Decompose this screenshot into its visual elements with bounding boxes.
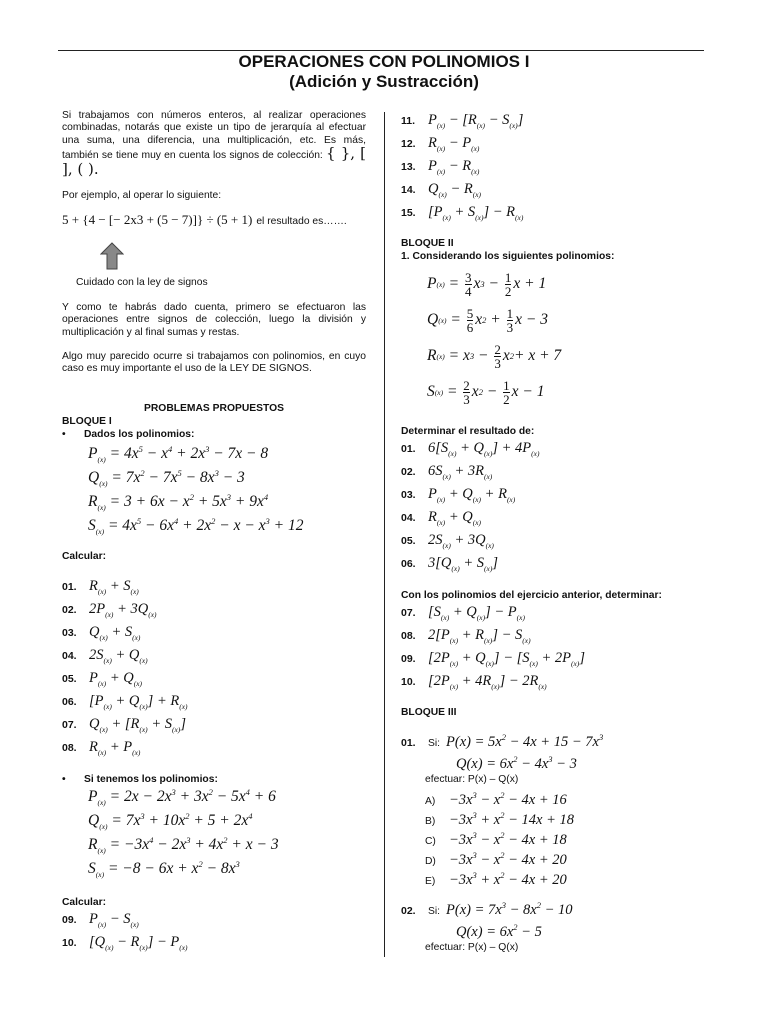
left-column xyxy=(62,110,366,952)
poly-S1: $S_{(x)} = 4x^5 - 6x^4 + 2x^2 - x - x^3 + 12$ xyxy=(88,516,304,537)
poly-Q3: Q (x) = $\frac{5}{6}$ x 2 + $\frac{1}{3}$ x − 3 xyxy=(427,305,548,335)
bullet-1-text: Dados los polinomios: xyxy=(84,429,195,440)
poly-S3: S (x) = $\frac{2}{3}$ x 2 − $\frac{1}{2}$ x − 1 xyxy=(427,377,545,407)
exercise-b2-10: 10. $[2P_{(x)} + 4R_{(x)}] - 2R_{(x)}$ xyxy=(401,673,547,691)
exercise-06: 06. $[P_{(x)} + Q_{(x)}] + R_{(x)}$ xyxy=(62,693,188,711)
exercise-b2-08: 08. $2[P_{(x)} + R_{(x)}] - S_{(x)}$ xyxy=(401,627,531,645)
exercise-number: 01. xyxy=(401,443,416,455)
column-divider xyxy=(384,112,385,957)
exercise-number: 07. xyxy=(62,719,77,731)
exercise-number: 01. xyxy=(62,581,77,593)
option-letter: B) xyxy=(425,815,436,827)
poly-P3: P (x) = $\frac{3}{4}$ x 3 − $\frac{1}{2}$ x + 1 xyxy=(427,269,547,299)
exercise-b2-03: 03. $P_{(x)} + Q_{(x)} + R_{(x)}$ xyxy=(401,486,516,504)
collection-signs: { }, [ ], ( ). xyxy=(62,144,366,178)
option-letter: A) xyxy=(425,795,436,807)
exercise-04: 04. $2S_{(x)} + Q_{(x)}$ xyxy=(62,647,148,665)
option-letter: C) xyxy=(425,835,436,847)
exercise-number: 06. xyxy=(401,558,416,570)
poly-Q2: $Q_{(x)} = 7x^3 + 10x^2 + 5 + 2x^4$ xyxy=(88,811,253,832)
exercise-number: 02. xyxy=(401,904,416,917)
exercises-1-8 xyxy=(62,578,188,762)
exercise-08: 08. $R_{(x)} + P_{(x)}$ xyxy=(62,739,141,757)
intro-paragraph-4: Algo muy parecido ocurre si trabajamos con polinomios, en cuyo caso es muy importante el uso de la LEY DE SIGNOS. xyxy=(62,351,366,375)
exercise-number: 05. xyxy=(401,535,416,547)
intro-paragraph-1 xyxy=(62,110,366,178)
exercise-10: 10. $[Q_{(x)} - R_{(x)}] - P_{(x)}$ xyxy=(62,934,188,952)
exercises-b2-1-6 xyxy=(401,440,539,578)
b3-02-q: $Q(x) = 6x^2 - 5$ xyxy=(456,922,542,940)
b3-01-option-e[interactable]: E) $-3x^3 + x^2 - 4x + 20$ xyxy=(425,870,567,888)
expression-result: el resultado es……. xyxy=(256,216,347,228)
bloque-1-bullet-1 xyxy=(62,429,194,441)
exercise-03: 03. $Q_{(x)} + S_{(x)}$ xyxy=(62,624,141,642)
up-arrow-icon xyxy=(100,242,124,270)
poly-P1: $P_{(x)} = 4x^5 - x^4 + 2x^3 - 7x - 8$ xyxy=(88,444,269,465)
exercise-12: 12. $R_{(x)} - P_{(x)}$ xyxy=(401,135,480,153)
exercise-number: 02. xyxy=(62,604,77,616)
exercise-02: 02. $2P_{(x)} + 3Q_{(x)}$ xyxy=(62,601,157,619)
exercise-b2-07: 07. $[S_{(x)} + Q_{(x)}] - P_{(x)}$ xyxy=(401,604,525,622)
b3-01-p: 01. Si: $P(x) = 5x^2 - 4x + 15 - 7x^3$ xyxy=(401,732,604,750)
bloque-3-problem-01 xyxy=(401,732,603,890)
exercise-number: 10. xyxy=(62,937,77,949)
page-title: OPERACIONES CON POLINOMIOS I xyxy=(238,52,530,71)
exercise-number: 03. xyxy=(401,489,416,501)
si-label: Si: xyxy=(428,737,441,749)
bloque-1-bullet-2 xyxy=(62,774,218,786)
exercise-15: 15. $[P_{(x)} + S_{(x)}] - R_{(x)}$ xyxy=(401,204,524,222)
exercise-number: 08. xyxy=(62,742,77,754)
intro-paragraph-2: Por ejemplo, al operar lo siguiente: xyxy=(62,190,222,202)
exercise-number: 09. xyxy=(401,653,416,665)
exercise-01: 01. $R_{(x)} + S_{(x)}$ xyxy=(62,578,139,596)
b3-01-option-c[interactable]: C) $-3x^3 - x^2 - 4x + 18$ xyxy=(425,830,567,848)
exercise-13: 13. $P_{(x)} - R_{(x)}$ xyxy=(401,158,480,176)
example-expression xyxy=(62,212,366,228)
polynomials-set-2 xyxy=(88,787,279,883)
calcular-label-2: Calcular: xyxy=(62,897,107,908)
exercise-number: 15. xyxy=(401,207,416,219)
bloque-2-label: BLOQUE II xyxy=(401,238,454,249)
b3-01-option-d[interactable]: D) $-3x^3 - x^2 - 4x + 20$ xyxy=(425,850,567,868)
b3-01-q: $Q(x) = 6x^2 - 4x^3 - 3$ xyxy=(456,754,577,772)
exercises-b2-7-10 xyxy=(401,604,585,696)
intro-paragraph-3: Y como te habrás dado cuenta, primero se efectuaron las operaciones entre signos de colección, luego la división y multiplicación y al final sumas y restas. xyxy=(62,302,366,338)
poly-R2: $R_{(x)} = -3x^4 - 2x^3 + 4x^2 + x - 3$ xyxy=(88,835,279,856)
exercise-number: 06. xyxy=(62,696,77,708)
exercise-b2-02: 02. $6S_{(x)} + 3R_{(x)}$ xyxy=(401,463,493,481)
b3-01-option-a[interactable]: A) $-3x^3 - x^2 - 4x + 16$ xyxy=(425,790,567,808)
exercises-9-10 xyxy=(62,911,188,957)
exercise-b2-05: 05. $2S_{(x)} + 3Q_{(x)}$ xyxy=(401,532,494,550)
bloque-3-label: BLOQUE III xyxy=(401,707,457,718)
exercise-number: 03. xyxy=(62,627,77,639)
bullet-icon: • xyxy=(62,774,66,785)
calcular-label-1: Calcular: xyxy=(62,551,107,562)
exercise-number: 02. xyxy=(401,466,416,478)
exercise-number: 12. xyxy=(401,138,416,150)
intro-text-1: Si trabajamos con números enteros, al realizar operaciones combinadas, notarás que existe un tipo de jerarquía al efectuar una suma, una diferencia, una multiplicación, etc. Es más, también se tiene muy en cuenta los signos de colección: xyxy=(62,110,366,162)
bloque-2-item-1: 1. Considerando los siguientes polinomios: xyxy=(401,251,615,262)
expression-math: 5 + {4 − [− 2x3 + (5 − 7)]} ÷ (5 + 1) xyxy=(62,212,253,228)
exercise-number: 10. xyxy=(401,676,416,688)
poly-Q1: $Q_{(x)} = 7x^2 - 7x^5 - 8x^3 - 3$ xyxy=(88,468,245,489)
exercise-09: 09. $P_{(x)} - S_{(x)}$ xyxy=(62,911,139,929)
poly-R1: $R_{(x)} = 3 + 6x - x^2 + 5x^3 + 9x^4$ xyxy=(88,492,269,513)
polynomials-set-3 xyxy=(427,266,561,410)
poly-R3: R (x) = x 3 − $\frac{2}{3}$ x 2 + x + 7 xyxy=(427,341,562,371)
exercises-11-15 xyxy=(401,112,523,227)
b3-02-p: 02. Si: $P(x) = 7x^3 - 8x^2 - 10$ xyxy=(401,900,573,918)
exercise-number: 01. xyxy=(401,736,416,749)
exercise-b2-04: 04. $R_{(x)} + Q_{(x)}$ xyxy=(401,509,482,527)
b3-01-option-b[interactable]: B) $-3x^3 + x^2 - 14x + 18$ xyxy=(425,810,574,828)
exercise-b2-09: 09. $[2P_{(x)} + Q_{(x)}] - [S_{(x)} + 2P_{(x)}]$ xyxy=(401,650,585,668)
problems-heading: PROBLEMAS PROPUESTOS xyxy=(144,403,284,414)
exercise-14: 14. $Q_{(x)} - R_{(x)}$ xyxy=(401,181,482,199)
exercise-b2-01: 01. $6[S_{(x)} + Q_{(x)}] + 4P_{(x)}$ xyxy=(401,440,540,458)
efectuar-label-2: efectuar: P(x) – Q(x) xyxy=(425,942,519,953)
bloque-1-label: BLOQUE I xyxy=(62,416,112,427)
arrow-caption: Cuidado con la ley de signos xyxy=(76,277,208,288)
determinar-label: Determinar el resultado de: xyxy=(401,426,535,437)
exercise-number: 07. xyxy=(401,607,416,619)
ejercicio-anterior-label: Con los polinomios del ejercicio anterior, determinar: xyxy=(401,590,662,601)
page-subtitle: (Adición y Sustracción) xyxy=(289,72,479,91)
si-label: Si: xyxy=(428,905,441,917)
exercise-number: 14. xyxy=(401,184,416,196)
poly-P2: $P_{(x)} = 2x - 2x^3 + 3x^2 - 5x^4 + 6$ xyxy=(88,787,276,808)
exercise-number: 09. xyxy=(62,914,77,926)
bullet-icon: • xyxy=(62,429,66,440)
polynomials-set-1 xyxy=(88,444,304,540)
exercise-07: 07. $Q_{(x)} + [R_{(x)} + S_{(x)}]$ xyxy=(62,716,186,734)
exercise-number: 11. xyxy=(401,115,416,127)
exercise-number: 04. xyxy=(62,650,77,662)
exercise-number: 08. xyxy=(401,630,416,642)
poly-S2: $S_{(x)} = -8 - 6x + x^2 - 8x^3$ xyxy=(88,859,240,880)
top-rule xyxy=(58,50,704,51)
bloque-3-problem-02 xyxy=(401,900,572,958)
exercise-number: 05. xyxy=(62,673,77,685)
exercise-11: 11. $P_{(x)} - [R_{(x)} - S_{(x)}]$ xyxy=(401,112,524,130)
exercise-number: 13. xyxy=(401,161,416,173)
option-letter: D) xyxy=(425,855,436,867)
exercise-b2-06: 06. $3[Q_{(x)} + S_{(x)}]$ xyxy=(401,555,498,573)
bullet-2-text: Si tenemos los polinomios: xyxy=(84,774,218,785)
efectuar-label-1: efectuar: P(x) – Q(x) xyxy=(425,774,519,785)
option-letter: E) xyxy=(425,875,436,887)
exercise-05: 05. $P_{(x)} + Q_{(x)}$ xyxy=(62,670,143,688)
exercise-number: 04. xyxy=(401,512,416,524)
